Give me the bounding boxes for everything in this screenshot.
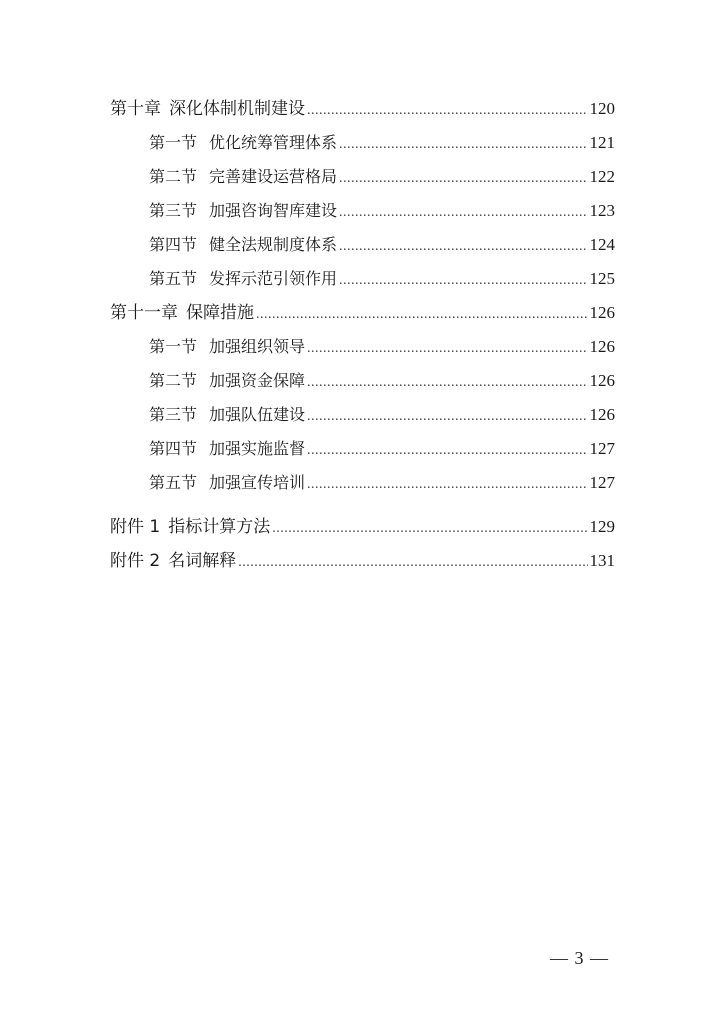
toc-entry-label — [149, 466, 305, 500]
toc-section-entry[interactable] — [110, 466, 615, 500]
toc-entry-title: 加强队伍建设 — [209, 405, 306, 424]
toc-entry-title: 发挥示范引领作用 — [209, 269, 338, 288]
toc-entry-page-number: 131 — [589, 551, 615, 570]
toc-section-entry[interactable] — [110, 330, 615, 364]
toc-entry-page-number: 121 — [589, 133, 615, 152]
toc-entry-title: 优化统筹管理体系 — [209, 133, 338, 152]
toc-entry-label — [149, 228, 337, 262]
dot-leader — [307, 468, 587, 502]
toc-entry-title: 完善建设运营格局 — [209, 167, 338, 186]
toc-entry-label — [149, 364, 305, 398]
toc-entry-title: 加强咨询智库建设 — [209, 201, 338, 220]
toc-entry-title: 加强宣传培训 — [209, 473, 306, 492]
toc-entry-label — [110, 296, 254, 330]
toc-entry-prefix: 第五节 — [149, 269, 198, 288]
toc-entry-label — [110, 92, 305, 126]
dot-leader — [339, 264, 587, 298]
toc-entry-title: 指标计算方法 — [168, 517, 271, 537]
toc-chapter-entry[interactable] — [110, 510, 615, 544]
toc-section-entry[interactable] — [110, 194, 615, 228]
toc-entry-title: 加强组织领导 — [209, 337, 306, 356]
toc-entry-label — [149, 262, 337, 296]
toc-entry-page-number: 123 — [589, 201, 615, 220]
toc-entry-page-number: 127 — [589, 473, 615, 492]
table-of-contents — [110, 92, 615, 578]
toc-chapter-entry[interactable] — [110, 296, 615, 330]
toc-entry-prefix: 第十章 — [110, 99, 161, 119]
toc-section-entry[interactable] — [110, 262, 615, 296]
dot-leader — [272, 512, 587, 546]
toc-entry-page-number: 124 — [589, 235, 615, 254]
dot-leader — [307, 400, 587, 434]
dot-leader — [307, 332, 587, 366]
toc-entry-page-number: 126 — [589, 337, 615, 356]
toc-entry-label — [149, 160, 337, 194]
dot-leader — [307, 94, 588, 128]
toc-entry-prefix: 第一节 — [149, 337, 198, 356]
toc-entry-page-number: 127 — [589, 439, 615, 458]
dot-leader — [339, 230, 587, 264]
dot-leader — [339, 162, 587, 196]
toc-entry-title: 加强资金保障 — [209, 371, 306, 390]
page-number: — 3 — — [550, 948, 609, 968]
toc-entry-prefix: 第二节 — [149, 371, 198, 390]
toc-entry-title: 深化体制机制建设 — [169, 99, 305, 119]
toc-entry-prefix: 第十一章 — [110, 303, 178, 323]
dot-leader — [339, 128, 587, 162]
toc-entry-prefix: 第四节 — [149, 235, 198, 254]
toc-entry-page-number: 126 — [589, 405, 615, 424]
toc-entry-page-number: 120 — [589, 99, 615, 118]
toc-entry-page-number: 126 — [589, 371, 615, 390]
toc-entry-label — [149, 330, 305, 364]
toc-entry-prefix: 第三节 — [149, 405, 198, 424]
toc-entry-prefix: 第四节 — [149, 439, 198, 458]
toc-section-entry[interactable] — [110, 432, 615, 466]
toc-entry-prefix: 第三节 — [149, 201, 198, 220]
dot-leader — [256, 298, 588, 332]
toc-section-entry[interactable] — [110, 228, 615, 262]
toc-entry-label — [110, 510, 270, 544]
toc-entry-label — [149, 126, 337, 160]
toc-entry-page-number: 126 — [589, 303, 615, 322]
toc-entry-prefix: 附件 2 — [110, 551, 161, 571]
toc-entry-title: 加强实施监督 — [209, 439, 306, 458]
dot-leader — [339, 196, 587, 230]
toc-entry-page-number: 125 — [589, 269, 615, 288]
toc-entry-prefix: 附件 1 — [110, 517, 161, 537]
toc-chapter-entry[interactable] — [110, 92, 615, 126]
toc-entry-label — [149, 194, 337, 228]
toc-entry-prefix: 第二节 — [149, 167, 198, 186]
toc-entry-page-number: 129 — [589, 517, 615, 536]
toc-entry-prefix: 第五节 — [149, 473, 198, 492]
toc-entry-prefix: 第一节 — [149, 133, 198, 152]
toc-entry-title: 健全法规制度体系 — [209, 235, 338, 254]
toc-entry-label — [149, 398, 305, 432]
dot-leader — [238, 546, 587, 580]
toc-entry-page-number: 122 — [589, 167, 615, 186]
toc-section-entry[interactable] — [110, 398, 615, 432]
toc-section-entry[interactable] — [110, 160, 615, 194]
dot-leader — [307, 434, 587, 468]
toc-section-entry[interactable] — [110, 364, 615, 398]
toc-entry-title: 保障措施 — [186, 303, 254, 323]
toc-entry-label — [110, 544, 236, 578]
toc-chapter-entry[interactable] — [110, 544, 615, 578]
toc-section-entry[interactable] — [110, 126, 615, 160]
toc-entry-label — [149, 432, 305, 466]
dot-leader — [307, 366, 587, 400]
toc-entry-title: 名词解释 — [168, 551, 237, 571]
